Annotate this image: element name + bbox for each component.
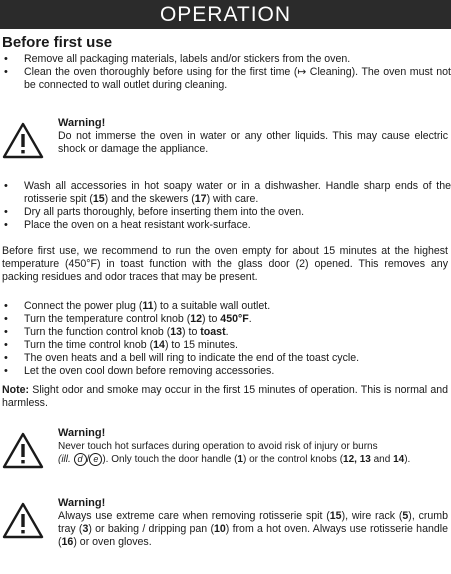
warning-title: Warning! [58, 497, 106, 509]
warning-block [0, 427, 451, 485]
list-item: • Let the oven cool down before removing accessories. [0, 365, 451, 378]
first-use-paragraph: Before first use, we recommend to run the oven empty for about 15 minutes at the highest temperature (450°F) in toast function with the glass door (2) opened. This removes any packing residues and odor traces that may be present. [2, 245, 448, 283]
warning-text: Never touch hot surfaces during operation to avoid risk of injury or burns (ill. d / e ). Only touch the door handle (1) or the control knobs (12, 13 and 14). [58, 441, 411, 465]
warning-block [0, 117, 451, 175]
warning-title: Warning! [58, 427, 106, 439]
warning-text: Do not immerse the oven in water or any other liquids. This may cause electric shock or damage the appliance. [58, 130, 448, 155]
list-item: • Dry all parts thoroughly, before inserting them into the oven. [0, 206, 451, 219]
warning-text: Always use extreme care when removing rotisserie spit (15), wire rack (5), crumb tray (3) or baking / dripping pan (10) from a hot oven. Always use rotisserie handle (16) or oven gloves. [58, 510, 448, 548]
warning-block [0, 497, 451, 569]
warning-title: Warning! [58, 117, 106, 129]
list-item: • Clean the oven thoroughly before using for the first time (↦ Cleaning). The oven must not be connected to wall outlet during cleaning. [0, 66, 451, 92]
illustration-ref-d: d [74, 453, 87, 466]
warning-triangle-icon [2, 502, 44, 539]
accessory-list [0, 180, 451, 232]
steps-list [0, 300, 451, 378]
list-item: • Turn the time control knob (14) to 15 minutes. [0, 339, 451, 352]
note-paragraph: Note: Slight odor and smoke may occur in the first 15 minutes of operation. This is normal and harmless. [2, 384, 448, 409]
section-title: Before first use [2, 34, 113, 51]
illustration-ref-e: e [89, 453, 102, 466]
list-item: • Wash all accessories in hot soapy water or in a dishwasher. Handle sharp ends of the rotisserie spit (15) and the skewers (17) with care. [0, 180, 451, 206]
list-item: • The oven heats and a bell will ring to indicate the end of the toast cycle. [0, 352, 451, 365]
page-header: OPERATION [0, 0, 451, 29]
list-item: • Connect the power plug (11) to a suitable wall outlet. [0, 300, 451, 313]
list-item: • Remove all packaging materials, labels and/or stickers from the oven. [0, 53, 451, 66]
note-label: Note: [2, 384, 30, 396]
list-item: • Turn the function control knob (13) to toast. [0, 326, 451, 339]
warning-triangle-icon [2, 122, 44, 159]
list-item: • Turn the temperature control knob (12) to 450°F. [0, 313, 451, 326]
prep-list [0, 53, 451, 92]
warning-triangle-icon [2, 432, 44, 469]
list-item: • Place the oven on a heat resistant work-surface. [0, 219, 451, 232]
